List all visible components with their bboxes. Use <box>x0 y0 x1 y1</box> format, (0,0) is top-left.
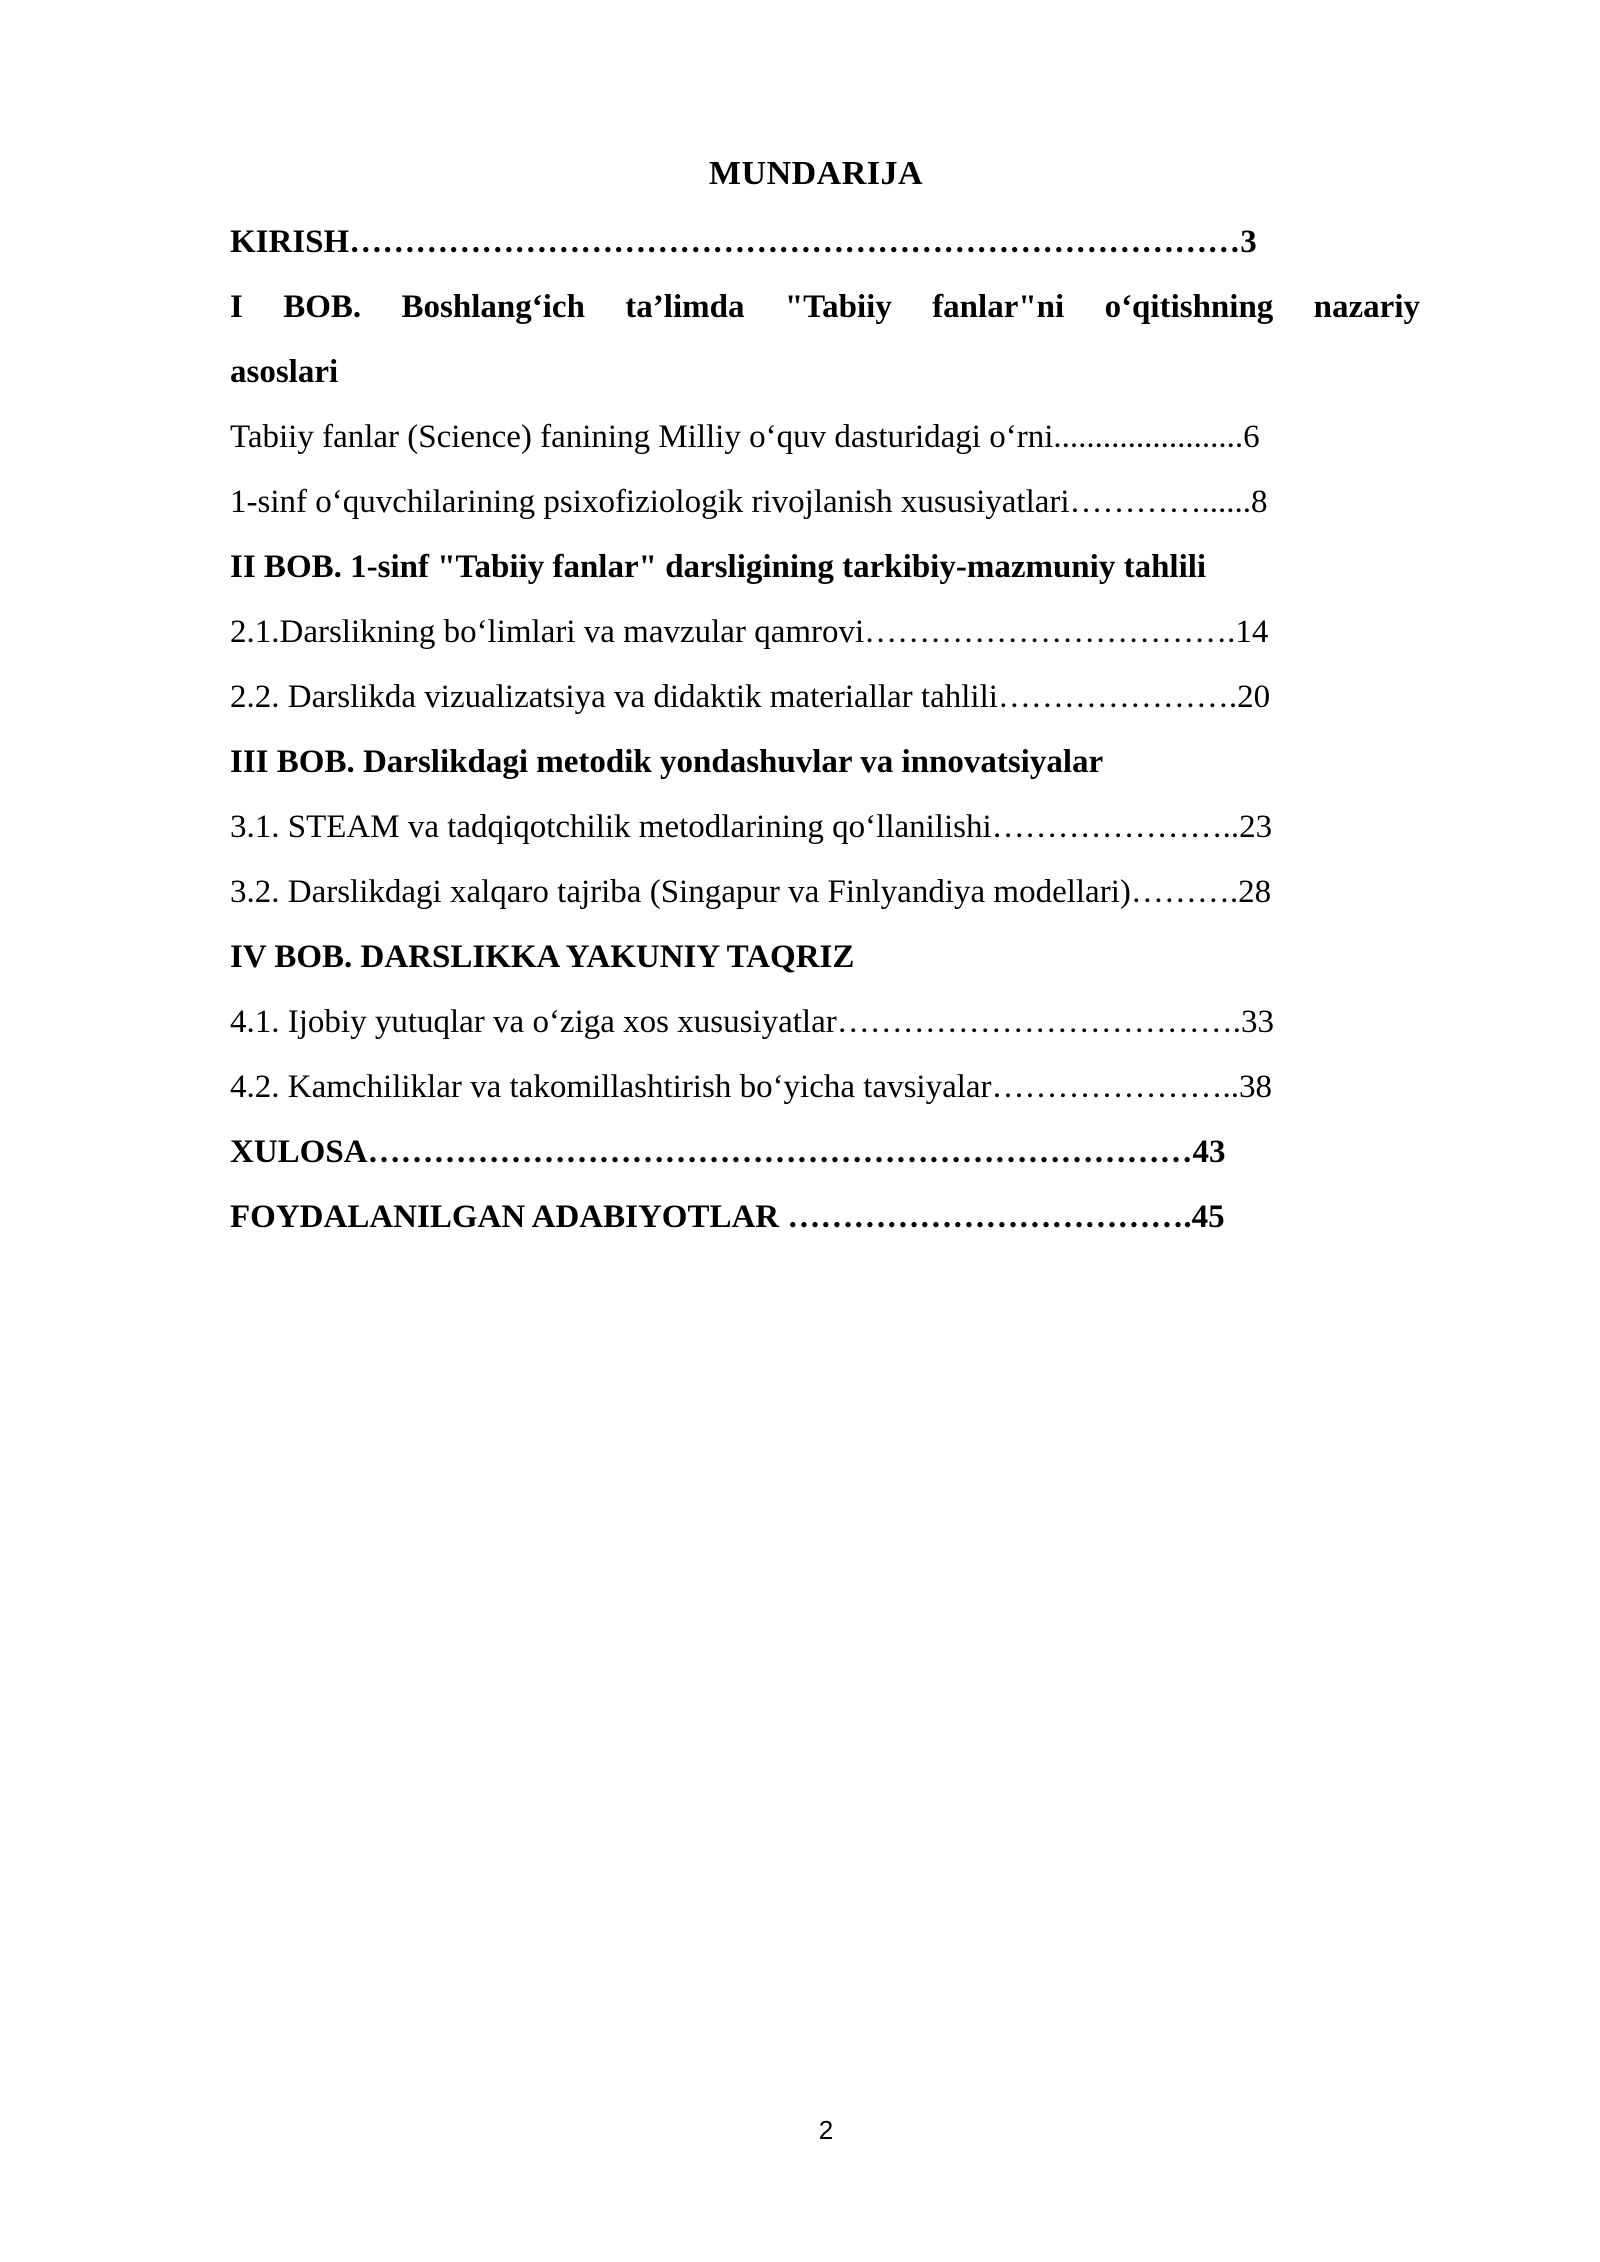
toc-entry-2-1: 2.1.Darslikning bo‘limlari va mavzular qamrovi…………………………….14 <box>230 614 1269 650</box>
toc-entry-4-1: 4.1. Ijobiy yutuqlar va o‘ziga xos xususiyatlar……………………………….33 <box>230 1004 1274 1040</box>
toc-chapter-4-heading: IV BOB. DARSLIKKA YAKUNIY TAQRIZ <box>230 939 855 975</box>
toc-title: MUNDARIJA <box>708 155 924 192</box>
toc-entry-1-1: Tabiiy fanlar (Science) fanining Milliy o‘quv dasturidagi o‘rni.......................6 <box>230 419 1260 455</box>
toc-entry-1-2: 1-sinf o‘quvchilarining psixofiziologik rivojlanish xususiyatlari…………......8 <box>230 484 1268 520</box>
toc-entry-3-1: 3.1. STEAM va tadqiqotchilik metodlarining qo‘llanilishi…………………..23 <box>230 809 1273 845</box>
toc-chapter-2-heading: II BOB. 1-sinf "Tabiiy fanlar" darsligining tarkibiy-mazmuniy tahlili <box>230 549 1207 585</box>
toc-entry-introduction: KIRISH………………………………………………………………………3 <box>230 224 1257 260</box>
toc-chapter-1-heading-continued: asoslari <box>230 354 339 390</box>
toc-entry-conclusion: XULOSA…………………………………………………………………43 <box>230 1134 1226 1170</box>
toc-entry-4-2: 4.2. Kamchiliklar va takomillashtirish bo‘yicha tavsiyalar…………………..38 <box>230 1069 1273 1105</box>
page-number: 2 <box>818 2115 834 2145</box>
toc-entry-2-2: 2.2. Darslikda vizualizatsiya va didaktik materiallar tahlili………………….20 <box>230 679 1271 715</box>
toc-chapter-3-heading: III BOB. Darslikdagi metodik yondashuvlar va innovatsiyalar <box>230 744 1104 780</box>
toc-entry-3-2: 3.2. Darslikdagi xalqaro tajriba (Singapur va Finlyandiya modellari)……….28 <box>230 874 1272 910</box>
toc-chapter-1-heading: I BOB. Boshlang‘ich ta’limda "Tabiiy fanlar"ni o‘qitishning nazariy <box>230 289 1420 325</box>
toc-entry-references: FOYDALANILGAN ADABIYOTLAR ……………………………….45 <box>230 1199 1225 1235</box>
